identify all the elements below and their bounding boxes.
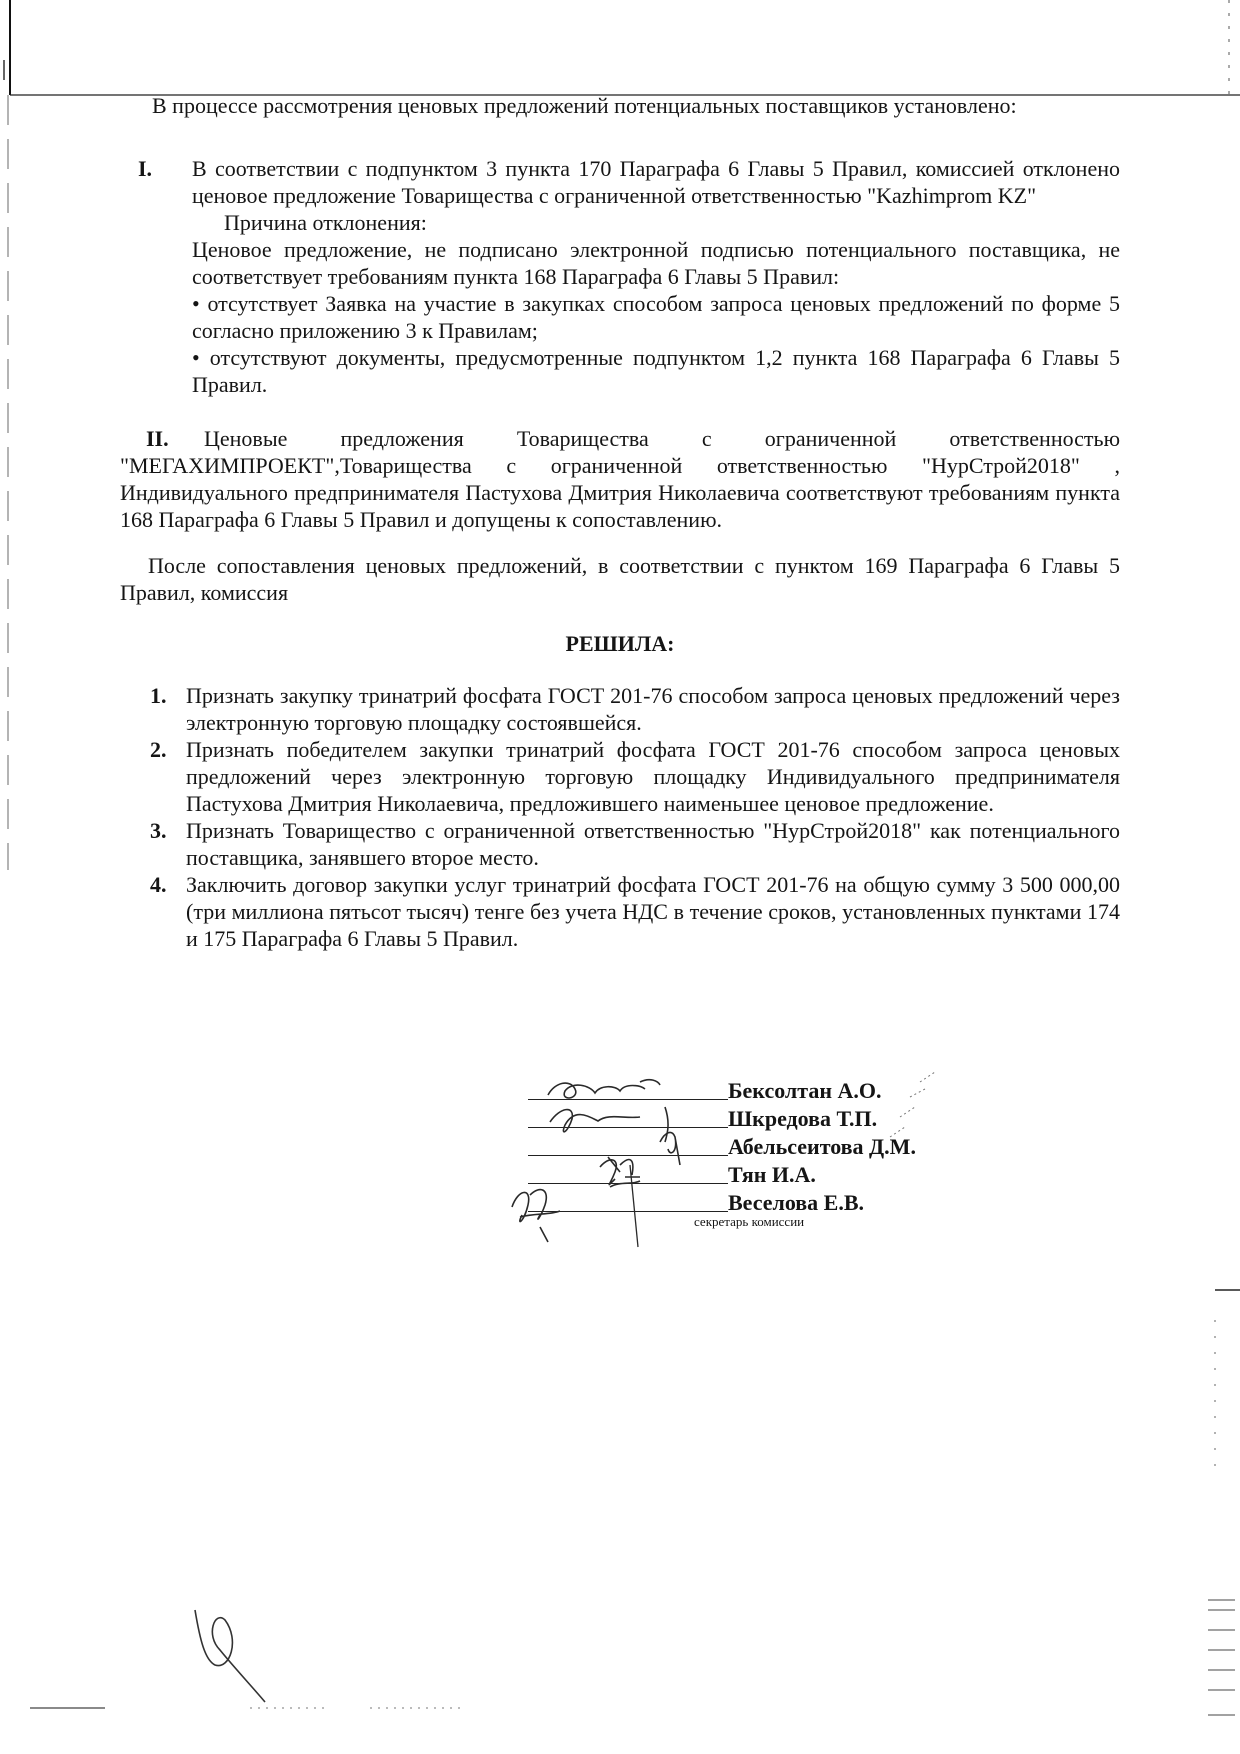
section-1-text: В соответствии с подпунктом 3 пункта 170 Параграфа 6 Главы 5 Правил, комиссией отклонено ценовое предложение Товарищества с ограниченной ответственностью "Kazhimprom KZ": [192, 156, 1120, 208]
rejection-reason-label: Причина отклонения:: [224, 210, 427, 235]
signatory-name: Тян И.А.: [728, 1162, 816, 1187]
section-2-number: II.: [146, 426, 169, 451]
after-comparison-text: После сопоставления ценовых предложений, в соответствии с пунктом 169 Параграфа 6 Главы 5 Правил, комиссия: [120, 553, 1120, 605]
signatory-name: Шкредова Т.П.: [728, 1106, 878, 1131]
decision-text: Признать Товарищество с ограниченной ответственностью "НурСтрой2018" как потенциального поставщика, занявшего второе место.: [186, 818, 1120, 870]
decided-heading: РЕШИЛА:: [565, 631, 675, 656]
intro-text: В процессе рассмотрения ценовых предложений потенциальных поставщиков установлено:: [152, 93, 1017, 118]
signatory-name: Бексолтан А.О.: [728, 1078, 882, 1103]
handwritten-signatures: [120, 1077, 1120, 1257]
secretary-role: секретарь комиссии: [694, 1214, 805, 1229]
section-1: [120, 155, 1120, 398]
rejection-reason-text: Ценовое предложение, не подписано электронной подписью потенциального поставщика, не соответствует требованиям пункта 168 Параграфа 6 Главы 5 Правил:: [192, 237, 1120, 289]
decisions-list: [120, 682, 1120, 952]
section-1-number: I.: [138, 156, 153, 181]
decision-text: Заключить договор закупки услуг тринатрий фосфата ГОСТ 201-76 на общую сумму 3 500 000,00 (три миллиона пятьсот тысяч) тенге без учета НДС в течение сроков, установленных пунктами 174 и 175 Параграфа 6 Главы 5 Правил.: [186, 872, 1120, 951]
signatory-name: Абельсеитова Д.М.: [728, 1134, 916, 1159]
decision-number: 1.: [150, 683, 167, 708]
bullet-icon: •: [192, 345, 210, 370]
decision-number: 2.: [150, 737, 167, 762]
signature-block: [120, 1077, 1120, 1257]
decision-text: Признать закупку тринатрий фосфата ГОСТ 201-76 способом запроса ценовых предложений через электронную торговую площадку состоявшейся.: [186, 683, 1120, 735]
decision-item: [120, 682, 1120, 736]
decision-text: Признать победителем закупки тринатрий фосфата ГОСТ 201-76 способом запроса ценовых предложений через электронную торговую площадку Индивидуального предпринимателя Пастухова Дмитрия Николаевича, предложившего наименьшее ценовое предложение.: [186, 737, 1120, 816]
decision-number: 4.: [150, 872, 167, 897]
bullet-icon: •: [192, 291, 208, 316]
signatory-name: Веселова Е.В.: [728, 1190, 865, 1215]
decision-item: [120, 817, 1120, 871]
decision-item: [120, 871, 1120, 952]
rejection-bullet-2: • отсутствуют документы, предусмотренные подпунктом 1,2 пункта 168 Параграфа 6 Главы 5 Правил.: [192, 345, 1121, 397]
rejection-bullet-1: • отсутствует Заявка на участие в закупках способом запроса ценовых предложений по форме 5 согласно приложению 3 к Правилам;: [192, 291, 1120, 343]
section-2: [120, 425, 1120, 533]
section-2-text: Ценовые предложения Товарищества с ограниченной ответственностью "МЕГАХИМПРОЕКТ",Товарищества с ограниченной ответственностью "НурСтрой2018" , Индивидуального предпринимателя Пастухова Дмитрия Николаевича соответствуют требованиям пункта 168 Параграфа 6 Главы 5 Правил и допущены к сопоставлению.: [120, 426, 1120, 532]
decision-item: [120, 736, 1120, 817]
decision-number: 3.: [150, 818, 167, 843]
